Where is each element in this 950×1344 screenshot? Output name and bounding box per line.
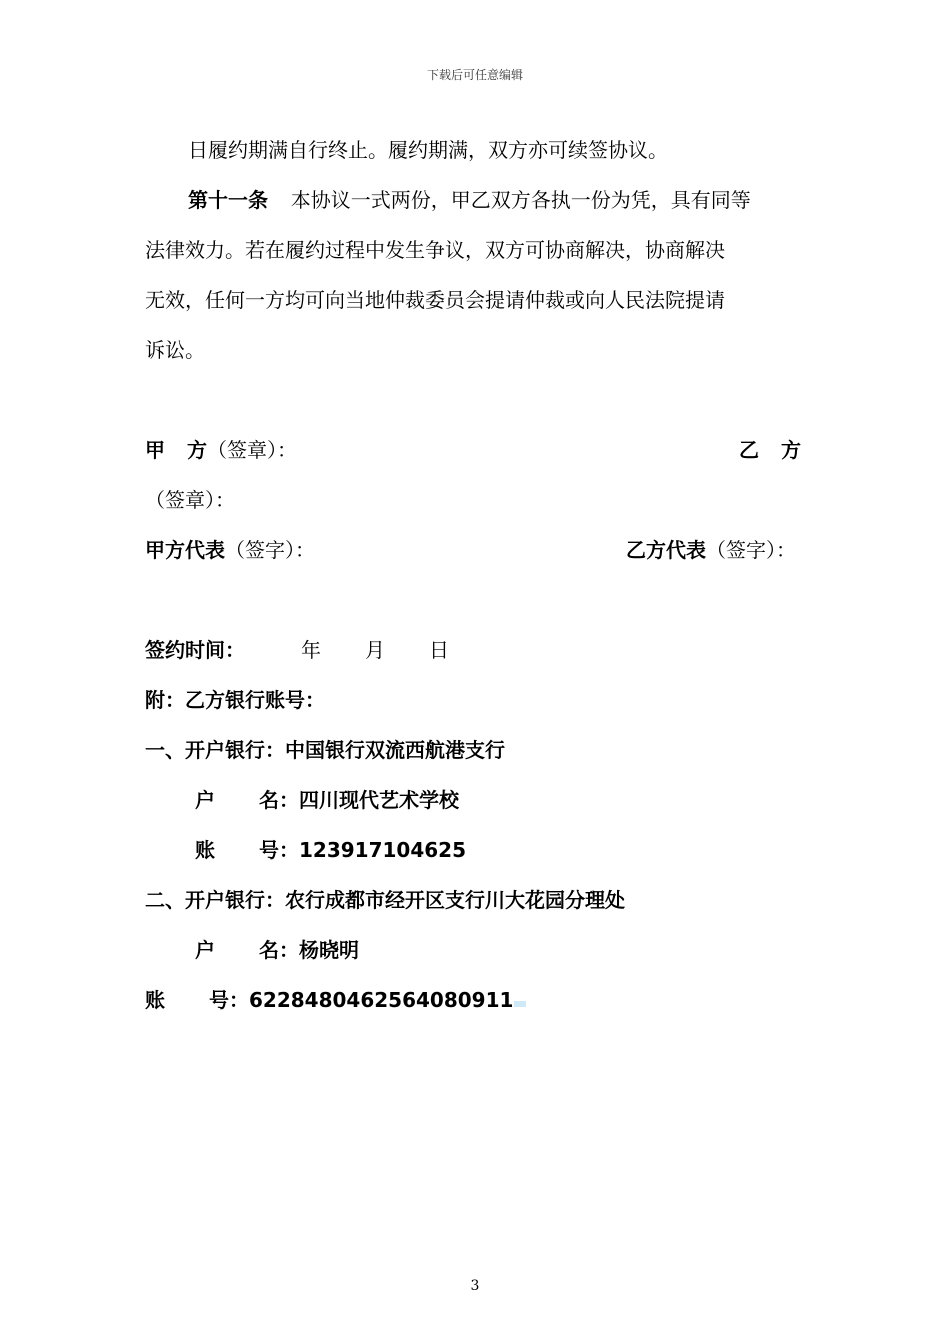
bank-2-acct-c2: 号： [209, 988, 249, 1012]
bank-title: 附：乙方银行账号： [145, 688, 325, 712]
bank-1-account: 123917104625 [299, 838, 466, 862]
bank-2-account: 6228480462564080911 [249, 988, 514, 1012]
bank-1-line [145, 736, 505, 764]
date-month: 月 [365, 638, 385, 662]
page-header: 下载后可任意编辑 [426, 68, 523, 82]
bank-2-holder-c1: 户 [195, 938, 215, 962]
sign-date-line [145, 636, 449, 664]
rep-b-line [626, 536, 796, 564]
article-11-label: 第十一条 [188, 188, 268, 212]
party-a-seal: （签章）： [207, 438, 297, 462]
bank-1-holder-c2: 名： [259, 788, 299, 812]
party-b-char1: 乙 [739, 438, 759, 462]
rep-a-line [145, 536, 315, 564]
bank-2-holder-line [195, 936, 359, 964]
party-b-label [739, 436, 801, 464]
bank-1-acct-c1: 账 [195, 838, 215, 862]
bank-1-account-line [195, 836, 466, 864]
article-11-line-4: 诉讼。 [145, 338, 205, 362]
article-11-text: 本协议一式两份，甲乙双方各执一份为凭，具有同等 [290, 188, 751, 212]
rep-b-sign: （签字）： [706, 538, 796, 562]
party-b-seal: （签章）： [145, 488, 235, 512]
rep-a-label: 甲方代表 [145, 538, 225, 562]
date-year: 年 [301, 638, 321, 662]
party-a-char2: 方 [187, 438, 207, 462]
bank-1-holder: 四川现代艺术学校 [299, 788, 459, 812]
date-day: 日 [429, 638, 449, 662]
text-cursor-highlight [514, 1001, 526, 1007]
bank-1-name: 中国银行双流西航港支行 [285, 738, 505, 762]
rep-a-sign: （签字）： [225, 538, 315, 562]
bank-1-acct-c2: 号： [259, 838, 299, 862]
sign-date-label: 签约时间： [145, 638, 245, 662]
article-11-line-3: 无效，任何一方均可向当地仲裁委员会提请仲裁或向人民法院提请 [145, 288, 725, 312]
bank-1-label: 一、开户银行： [145, 738, 285, 762]
bank-2-line [145, 886, 625, 914]
bank-2-holder-c2: 名： [259, 938, 299, 962]
party-a-char1: 甲 [145, 438, 165, 462]
bank-2-acct-c1: 账 [145, 988, 165, 1012]
party-b-char2: 方 [781, 438, 801, 462]
bank-2-name: 农行成都市经开区支行川大花园分理处 [285, 888, 625, 912]
bank-1-holder-line [195, 786, 459, 814]
bank-2-holder: 杨晓明 [299, 938, 359, 962]
page-number: 3 [470, 1278, 480, 1294]
bank-2-account-line [145, 986, 526, 1014]
bank-1-holder-c1: 户 [195, 788, 215, 812]
rep-b-label: 乙方代表 [626, 538, 706, 562]
party-a-seal-line [145, 436, 297, 464]
article-11-line-2: 法律效力。若在履约过程中发生争议，双方可协商解决，协商解决 [145, 238, 725, 262]
article-11-line-1 [188, 186, 751, 214]
paragraph-end: 日履约期满自行终止。履约期满，双方亦可续签协议。 [188, 138, 668, 162]
bank-2-label: 二、开户银行： [145, 888, 285, 912]
